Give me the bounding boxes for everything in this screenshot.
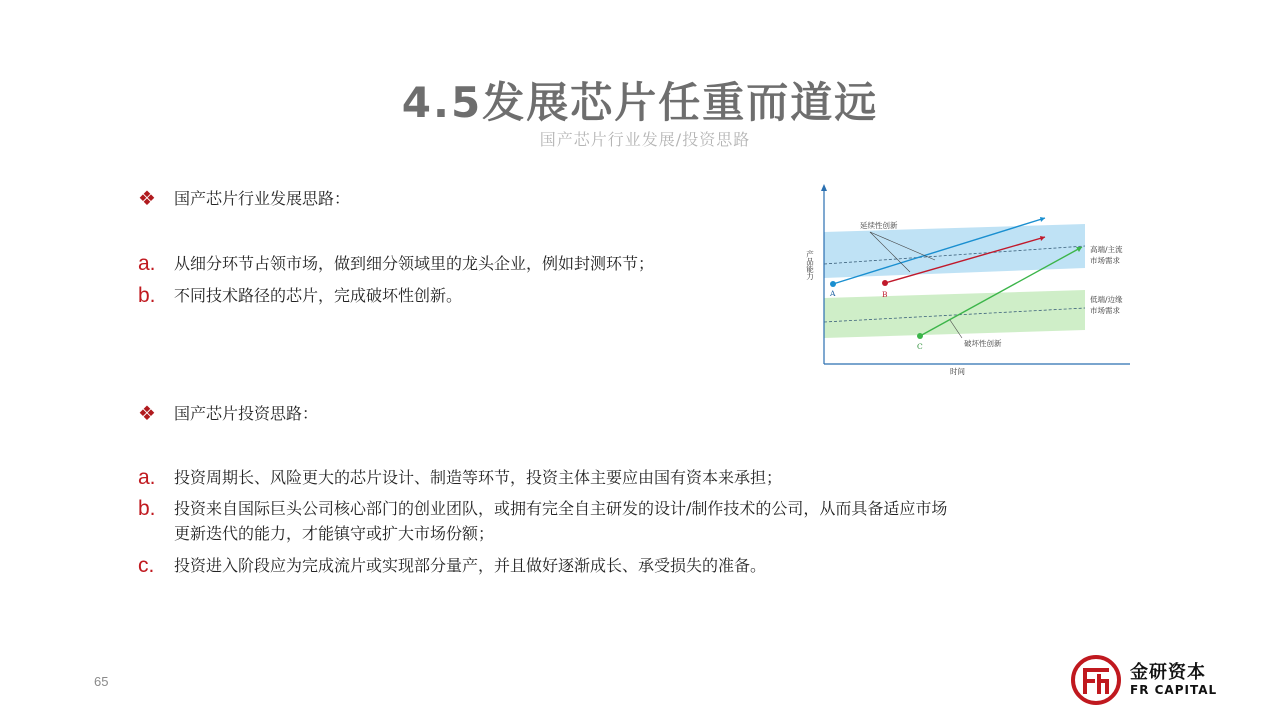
high-end-demand-band: [824, 224, 1085, 278]
list-item-text: [174, 496, 947, 546]
list-item-text: 从细分环节占领市场，做到细分领域里的龙头企业，例如封测环节；: [174, 254, 655, 273]
list-item: [138, 251, 654, 276]
y-axis-arrow-icon: [821, 184, 827, 191]
point-c: [917, 333, 923, 339]
fr-capital-logo-icon: [1070, 654, 1122, 706]
section-heading-text: 国产芯片行业发展思路：: [174, 189, 351, 208]
point-b-label: B: [882, 290, 888, 299]
innovation-diagram-svg: [800, 180, 1140, 380]
logo-chinese-text: 金研资本: [1130, 662, 1206, 683]
diamond-bullet-icon: ❖: [138, 400, 156, 425]
low-band-label-line2: 市场需求: [1090, 306, 1120, 315]
list-marker: a.: [138, 252, 156, 275]
list-marker: a.: [138, 466, 156, 489]
list-marker: b.: [138, 497, 156, 520]
low-band-label-line1: 低端/边缘: [1090, 295, 1123, 304]
page-title: 4.5发展芯片任重而道远: [401, 78, 879, 127]
section-heading-text: 国产芯片投资思路：: [174, 404, 319, 423]
low-end-demand-band: [824, 290, 1085, 338]
y-axis-label: 产品能力: [805, 250, 815, 280]
page-subtitle: 国产芯片行业发展/投资思路: [539, 130, 751, 149]
list-item: [138, 496, 947, 546]
list-item: [138, 283, 462, 308]
innovation-diagram: [800, 180, 1140, 380]
list-item-text: 不同技术路径的芯片，完成破坏性创新。: [174, 286, 463, 305]
list-item: [138, 465, 782, 490]
high-band-label-line2: 市场需求: [1090, 256, 1120, 265]
list-item-text: 投资进入阶段应为完成流片或实现部分量产，并且做好逐渐成长、承受损失的准备。: [174, 556, 767, 575]
list-item-line: 更新迭代的能力，才能镇守或扩大市场份额；: [174, 524, 495, 543]
point-b: [882, 280, 888, 286]
logo-english-text: FR CAPITAL: [1130, 683, 1218, 697]
section-heading-development: [138, 186, 350, 209]
section-heading-investment: [138, 401, 318, 424]
list-item-text: 投资周期长、风险更大的芯片设计、制造等环节，投资主体主要应由国有资本来承担；: [174, 468, 783, 487]
list-marker: b.: [138, 284, 156, 307]
sustaining-innovation-label: 延续性创新: [860, 221, 898, 230]
diamond-bullet-icon: ❖: [138, 185, 156, 210]
x-axis-label: 时间: [950, 367, 965, 376]
list-marker: c.: [138, 554, 155, 577]
disruptive-innovation-label: 破坏性创新: [964, 339, 1002, 348]
point-a-label: A: [830, 289, 836, 298]
point-c-label: C: [917, 342, 923, 351]
company-logo: [1070, 654, 1220, 706]
list-item-line: 投资来自国际巨头公司核心部门的创业团队，或拥有完全自主研发的设计/制作技术的公司，从而具备适应市场: [174, 499, 948, 518]
high-band-label-line1: 高端/主流: [1090, 245, 1123, 254]
point-a: [830, 281, 836, 287]
page-number: 65: [94, 674, 109, 689]
list-item: [138, 553, 766, 578]
